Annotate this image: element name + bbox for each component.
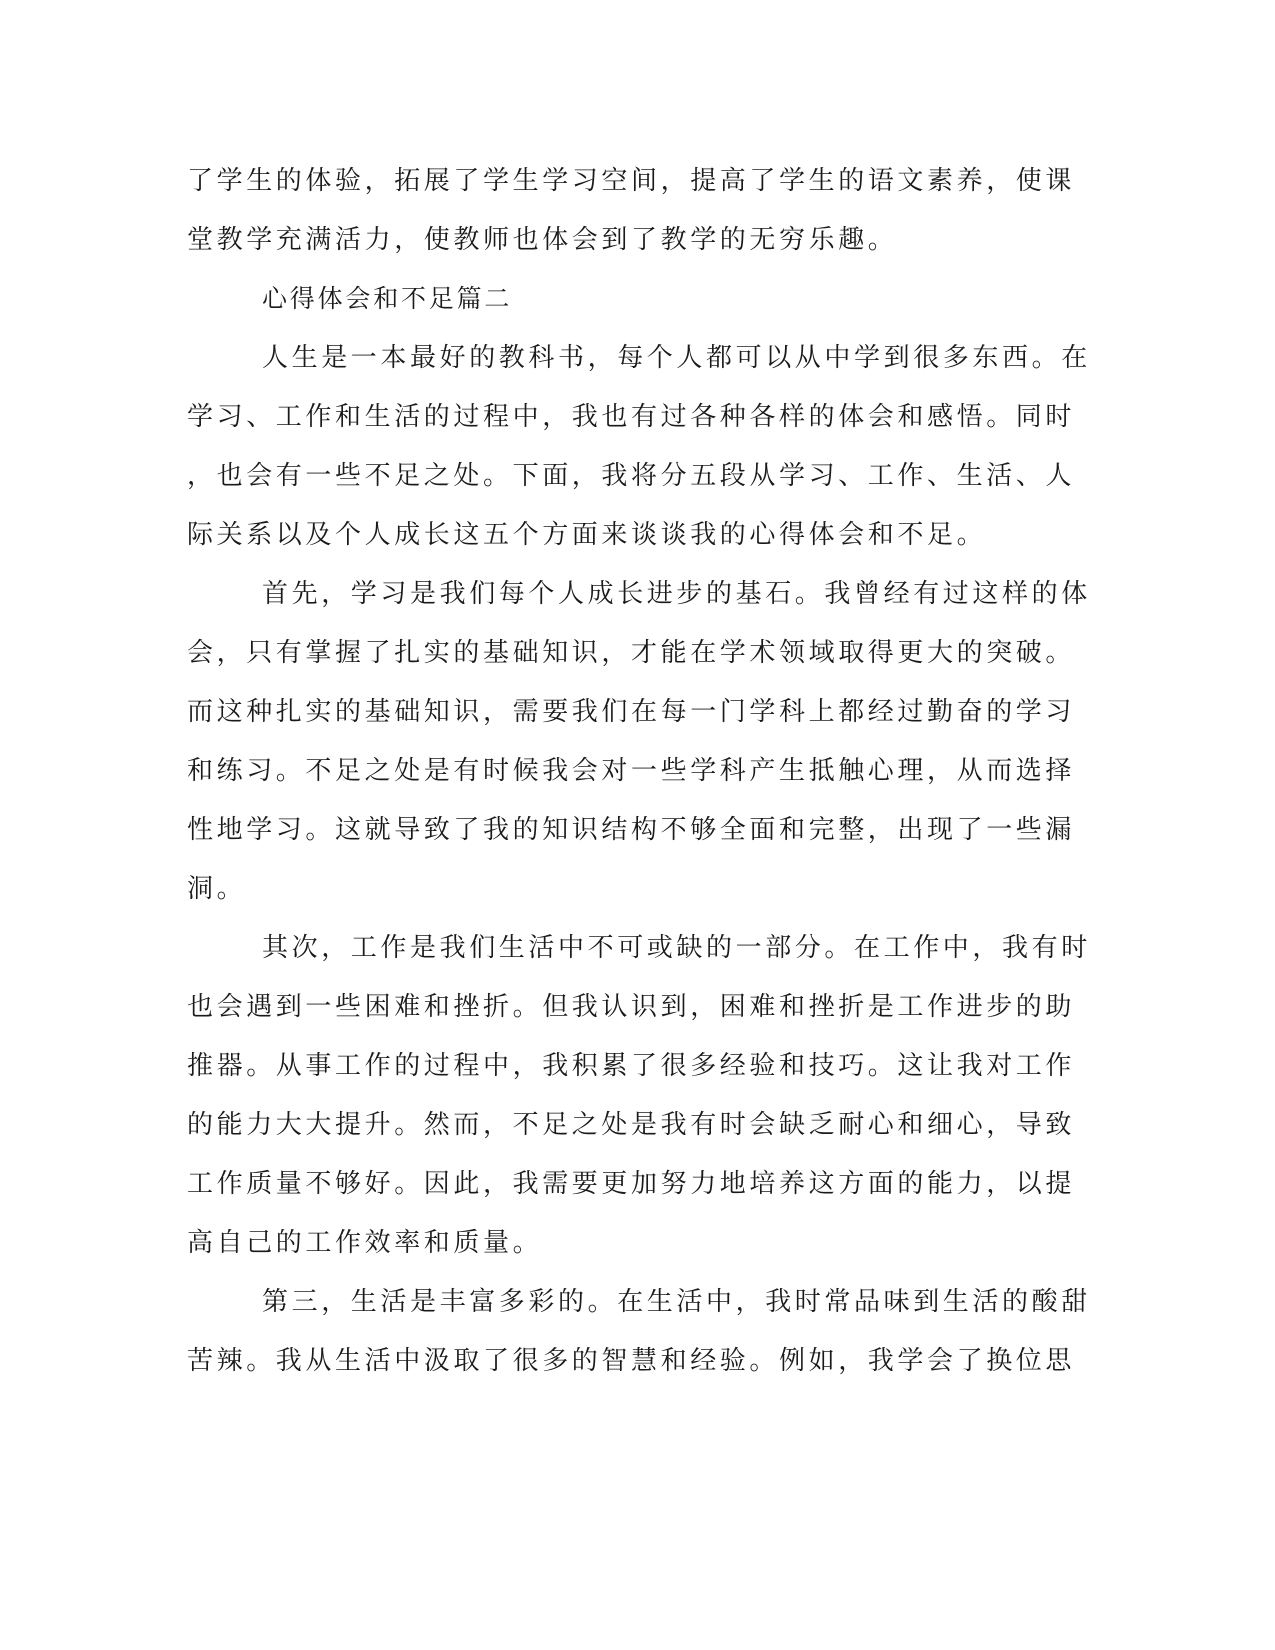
- section-heading: 心得体会和不足篇二: [262, 284, 513, 313]
- text-line: 洞。: [187, 874, 247, 904]
- text-line: 际关系以及个人成长这五个方面来谈谈我的心得体会和不足。: [187, 520, 987, 550]
- text-line: 而这种扎实的基础知识，需要我们在每一门学科上都经过勤奋的学习: [187, 697, 1076, 727]
- text-line: 工作质量不够好。因此，我需要更加努力地培养这方面的能力，以提: [187, 1169, 1076, 1199]
- paragraph-first-line: 首先，学习是我们每个人成长进步的基石。我曾经有过这样的体: [262, 579, 1091, 609]
- text-line: 了学生的体验，拓展了学生学习空间，提高了学生的语文素养，使课: [187, 166, 1076, 196]
- text-line: 推器。从事工作的过程中，我积累了很多经验和技巧。这让我对工作: [187, 1051, 1076, 1081]
- text-line: ，也会有一些不足之处。下面，我将分五段从学习、工作、生活、人: [187, 461, 1076, 491]
- paragraph-first-line: 其次，工作是我们生活中不可或缺的一部分。在工作中，我有时: [262, 933, 1091, 963]
- paragraph-first-line: 人生是一本最好的教科书，每个人都可以从中学到很多东西。在: [262, 343, 1091, 373]
- paragraph-first-line: 第三，生活是丰富多彩的。在生活中，我时常品味到生活的酸甜: [262, 1287, 1091, 1317]
- text-line: 和练习。不足之处是有时候我会对一些学科产生抵触心理，从而选择: [187, 756, 1076, 786]
- text-line: 堂教学充满活力，使教师也体会到了教学的无穷乐趣。: [187, 225, 898, 255]
- text-line: 会，只有掌握了扎实的基础知识，才能在学术领域取得更大的突破。: [187, 638, 1076, 668]
- text-line: 学习、工作和生活的过程中，我也有过各种各样的体会和感悟。同时: [187, 402, 1076, 432]
- text-line: 苦辣。我从生活中汲取了很多的智慧和经验。例如，我学会了换位思: [187, 1346, 1076, 1376]
- text-line: 的能力大大提升。然而，不足之处是我有时会缺乏耐心和细心，导致: [187, 1110, 1076, 1140]
- text-line: 性地学习。这就导致了我的知识结构不够全面和完整，出现了一些漏: [187, 815, 1076, 845]
- text-line: 也会遇到一些困难和挫折。但我认识到，困难和挫折是工作进步的助: [187, 992, 1076, 1022]
- text-line: 高自己的工作效率和质量。: [187, 1228, 543, 1258]
